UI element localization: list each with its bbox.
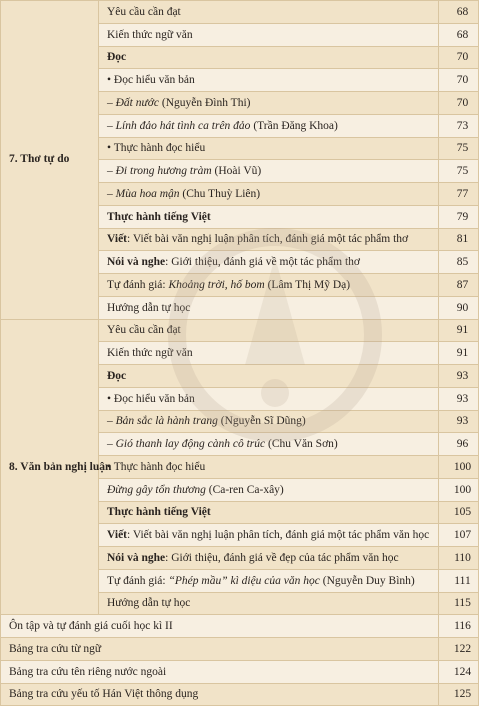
section-title: 7. Thơ tự do [1,1,99,320]
page-number: 70 [439,92,479,115]
toc-row [1,638,479,661]
page-number: 110 [439,547,479,570]
page-number: 96 [439,433,479,456]
page-number: 91 [439,342,479,365]
page-number: 115 [439,592,479,615]
toc-entry: • Thực hành đọc hiểu [99,137,439,160]
toc-entry: Tự đánh giá: Khoảng trời, hố bom (Lâm Thị Mỹ Dạ) [99,274,439,297]
toc-entry: Thực hành tiếng Việt [99,501,439,524]
page-number: 122 [439,638,479,661]
page-number: 70 [439,69,479,92]
page-number: 125 [439,683,479,706]
page-number: 100 [439,478,479,501]
toc-entry: Đừng gây tổn thương (Ca-ren Ca-xây) [99,478,439,501]
toc-entry: Nói và nghe: Giới thiệu, đánh giá về đẹp của tác phẩm văn học [99,547,439,570]
page-number: 107 [439,524,479,547]
toc-entry: • Đọc hiểu văn bản [99,69,439,92]
toc-entry: – Gió thanh lay động cành cô trúc (Chu Văn Sơn) [99,433,439,456]
toc-entry: Hướng dẫn tự học [99,296,439,319]
page-number: 93 [439,387,479,410]
toc-entry: Bảng tra cứu tên riêng nước ngoài [1,660,439,683]
page-number: 70 [439,46,479,69]
page-number: 77 [439,183,479,206]
page-number: 79 [439,205,479,228]
toc-entry: Viết: Viết bài văn nghị luận phân tích, đánh giá một tác phẩm thơ [99,228,439,251]
toc-entry: Đọc [99,46,439,69]
page-number: 73 [439,114,479,137]
page-number: 90 [439,296,479,319]
toc-entry: Kiến thức ngữ văn [99,342,439,365]
toc-entry: Ôn tập và tự đánh giá cuối học kì II [1,615,439,638]
toc-entry: – Mùa hoa mận (Chu Thuỳ Liên) [99,183,439,206]
page-number: 124 [439,660,479,683]
page-number: 93 [439,410,479,433]
page-number: 87 [439,274,479,297]
page-number: 100 [439,456,479,479]
toc-entry: Yêu cầu cần đạt [99,319,439,342]
page-number: 81 [439,228,479,251]
toc-entry: Tự đánh giá: “Phép mầu” kì diệu của văn học (Nguyễn Duy Bình) [99,569,439,592]
page-number: 116 [439,615,479,638]
page-number: 75 [439,137,479,160]
page-number: 75 [439,160,479,183]
toc-entry: – Bản sắc là hành trang (Nguyễn Sĩ Dũng) [99,410,439,433]
toc-row [1,319,479,342]
toc-entry: Viết: Viết bài văn nghị luận phân tích, đánh giá một tác phẩm văn học [99,524,439,547]
toc-entry: – Lính đảo hát tình ca trên đảo (Trần Đăng Khoa) [99,114,439,137]
page-number: 111 [439,569,479,592]
toc-row [1,1,479,24]
page-number: 85 [439,251,479,274]
toc-entry: Thực hành tiếng Việt [99,205,439,228]
page-number: 105 [439,501,479,524]
toc-entry: Bảng tra cứu từ ngữ [1,638,439,661]
toc-entry: – Đất nước (Nguyễn Đình Thi) [99,92,439,115]
toc-entry: • Thực hành đọc hiểu [99,456,439,479]
toc-entry: • Đọc hiểu văn bản [99,387,439,410]
toc-row [1,615,479,638]
section-title: 8. Văn bản nghị luận [1,319,99,615]
toc-entry: Kiến thức ngữ văn [99,23,439,46]
toc-entry: Hướng dẫn tự học [99,592,439,615]
toc-entry: Nói và nghe: Giới thiệu, đánh giá về một tác phẩm thơ [99,251,439,274]
toc-entry: Yêu cầu cần đạt [99,1,439,24]
page-number: 68 [439,1,479,24]
toc-entry: Đọc [99,365,439,388]
toc-row [1,660,479,683]
page-number: 91 [439,319,479,342]
toc-row [1,683,479,706]
page-number: 68 [439,23,479,46]
toc-entry: Bảng tra cứu yếu tố Hán Việt thông dụng [1,683,439,706]
toc-entry: – Đi trong hương tràm (Hoài Vũ) [99,160,439,183]
page-number: 93 [439,365,479,388]
